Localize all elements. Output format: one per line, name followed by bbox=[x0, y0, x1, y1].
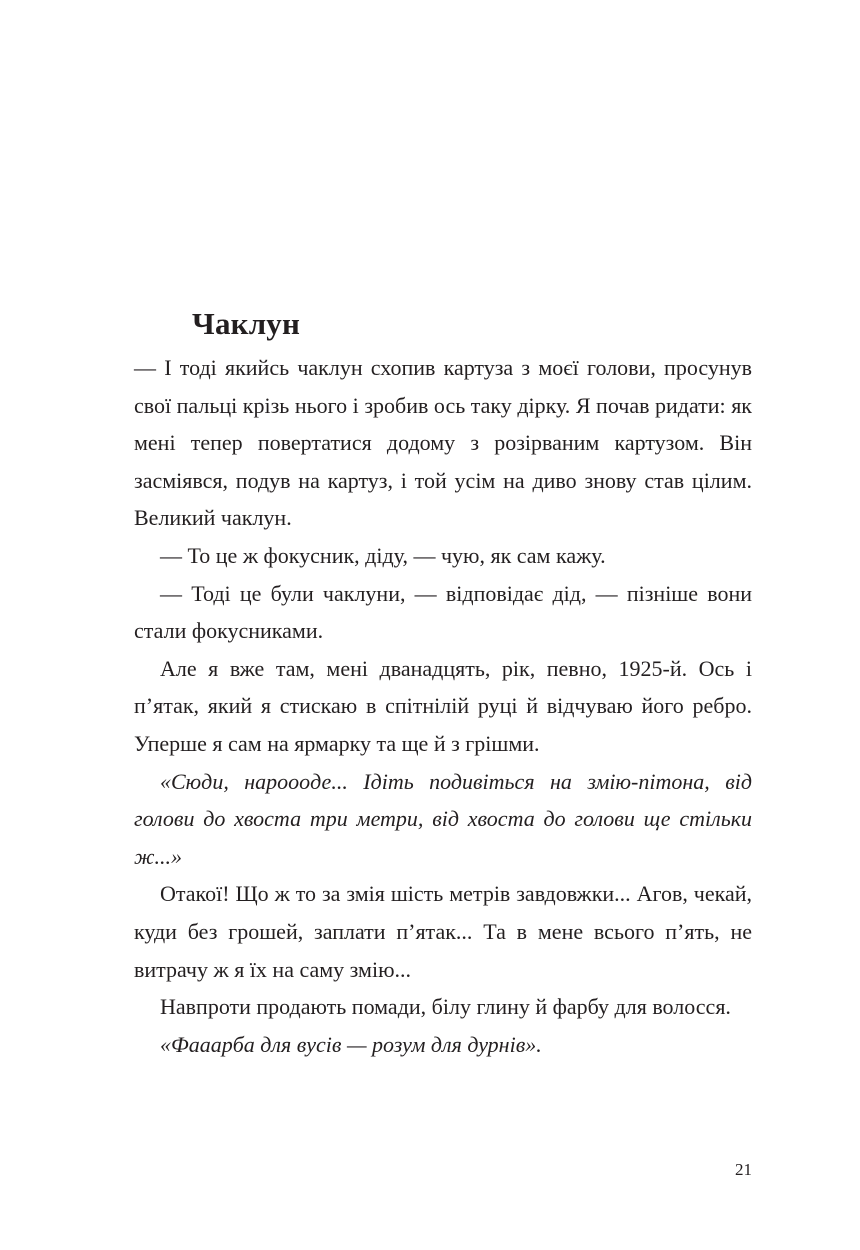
paragraph: Але я вже там, мені дванадцять, рік, певно, 1925-й. Ось і п’ятак, який я стискаю в спітнілій руці й відчуваю його ребро. Уперше я сам на ярмарку та ще й з грішми. bbox=[134, 655, 752, 756]
paragraph: — Тоді це були чаклуни, — відповідає дід, — пізніше вони стали фокусниками. bbox=[134, 580, 752, 644]
paragraph: — І тоді якийсь чаклун схопив картуза з моєї голови, просунув свої пальці крізь нього і зробив ось таку дірку. Я почав ридати: як мені тепер повертатися додому з розірваним картузом. Він засміявся, подув на картуз, і той усім на диво знову став цілим. Великий чаклун. bbox=[134, 355, 752, 531]
italic-paragraph: «Сюди, нарoooде... Ідіть подивіться на змію-пітона, від голови до хвоста три метри, від хвоста до голови ще стільки ж...» bbox=[134, 768, 752, 869]
paragraph: Отакої! Що ж то за змія шість метрів завдовжки... Агов, чекай, куди без грошей, заплати п’ятак... Та в мене всього п’ять, не витрачу ж я їх на саму змію... bbox=[134, 881, 752, 982]
paragraph: — То це ж фокусник, діду, — чую, як сам кажу. bbox=[160, 542, 606, 568]
paragraph: Навпроти продають помади, білу глину й фарбу для волосся. bbox=[160, 994, 731, 1020]
page-number: 21 bbox=[735, 1160, 752, 1179]
chapter-text bbox=[134, 349, 752, 1063]
italic-paragraph: «Фааарба для вусів — розум для дурнів». bbox=[160, 1031, 542, 1057]
chapter-title: Чаклун bbox=[192, 306, 301, 341]
